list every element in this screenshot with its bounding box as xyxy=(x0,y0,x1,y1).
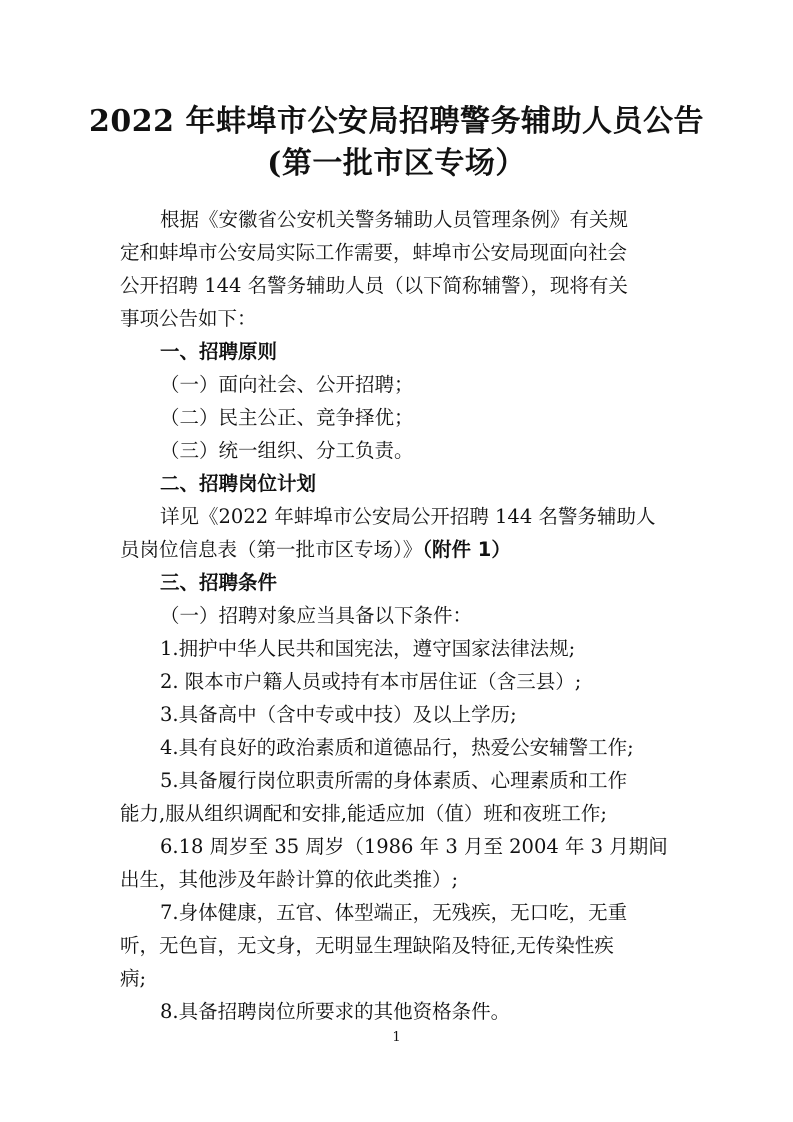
section1-item-2: （二）民主公正、竞争择优； xyxy=(160,406,414,429)
document-title-line2: (第一批市区专场） xyxy=(267,146,526,181)
section2-line-2 xyxy=(120,533,680,567)
intro-line-3: 公开招聘 144 名警务辅助人员（以下简称辅警），现将有关 xyxy=(120,274,628,297)
section2-line-2-text: 员岗位信息表（第一批市区专场）》 xyxy=(120,538,423,561)
intro-line-4: 事项公告如下： xyxy=(120,307,257,330)
section2-line-1: 详见《2022 年蚌埠市公安局公开招聘 144 名警务辅助人 xyxy=(160,505,656,528)
section3-subheading: （一）招聘对象应当具备以下条件： xyxy=(160,604,473,627)
section3-heading: 三、招聘条件 xyxy=(160,571,278,594)
condition-2: 2. 限本市户籍人员或持有本市居住证（含三县）; xyxy=(160,670,582,693)
section1-heading: 一、招聘原则 xyxy=(160,340,278,363)
section1-item-3: （三）统一组织、分工负责。 xyxy=(160,439,414,462)
condition-7-line-2: 听，无色盲，无文身，无明显生理缺陷及特征,无传染性疾 xyxy=(120,934,614,957)
page-number: 1 xyxy=(392,1030,401,1045)
condition-1: 1.拥护中华人民共和国宪法，遵守国家法律法规; xyxy=(160,637,576,660)
condition-5-line-2: 能力,服从组织调配和安排,能适应加（值）班和夜班工作; xyxy=(120,802,607,825)
intro-line-1: 根据《安徽省公安机关警务辅助人员管理条例》有关规 xyxy=(160,208,629,231)
intro-line-2: 定和蚌埠市公安局实际工作需要，蚌埠市公安局现面向社会 xyxy=(120,241,628,264)
condition-8: 8.具备招聘岗位所要求的其他资格条件。 xyxy=(160,1000,511,1023)
condition-7-line-1: 7.身体健康，五官、体型端正，无残疾，无口吃，无重 xyxy=(160,901,628,924)
attachment-reference: （附件 1） xyxy=(422,538,511,561)
condition-4: 4.具有良好的政治素质和道德品行，热爱公安辅警工作; xyxy=(160,736,634,759)
section2-heading: 二、招聘岗位计划 xyxy=(160,472,317,495)
condition-7-line-3: 病; xyxy=(120,967,147,990)
section1-item-1: （一）面向社会、公开招聘； xyxy=(160,373,414,396)
condition-6-line-1: 6.18 周岁至 35 周岁（1986 年 3 月至 2004 年 3 月期间 xyxy=(160,835,668,858)
condition-3: 3.具备高中（含中专或中技）及以上学历; xyxy=(160,703,517,726)
document-title-line1: 2022 年蚌埠市公安局招聘警务辅助人员公告 xyxy=(89,104,704,139)
condition-6-line-2: 出生，其他涉及年龄计算的依此类推）; xyxy=(120,868,459,891)
condition-5-line-1: 5.具备履行岗位职责所需的身体素质、心理素质和工作 xyxy=(160,769,628,792)
